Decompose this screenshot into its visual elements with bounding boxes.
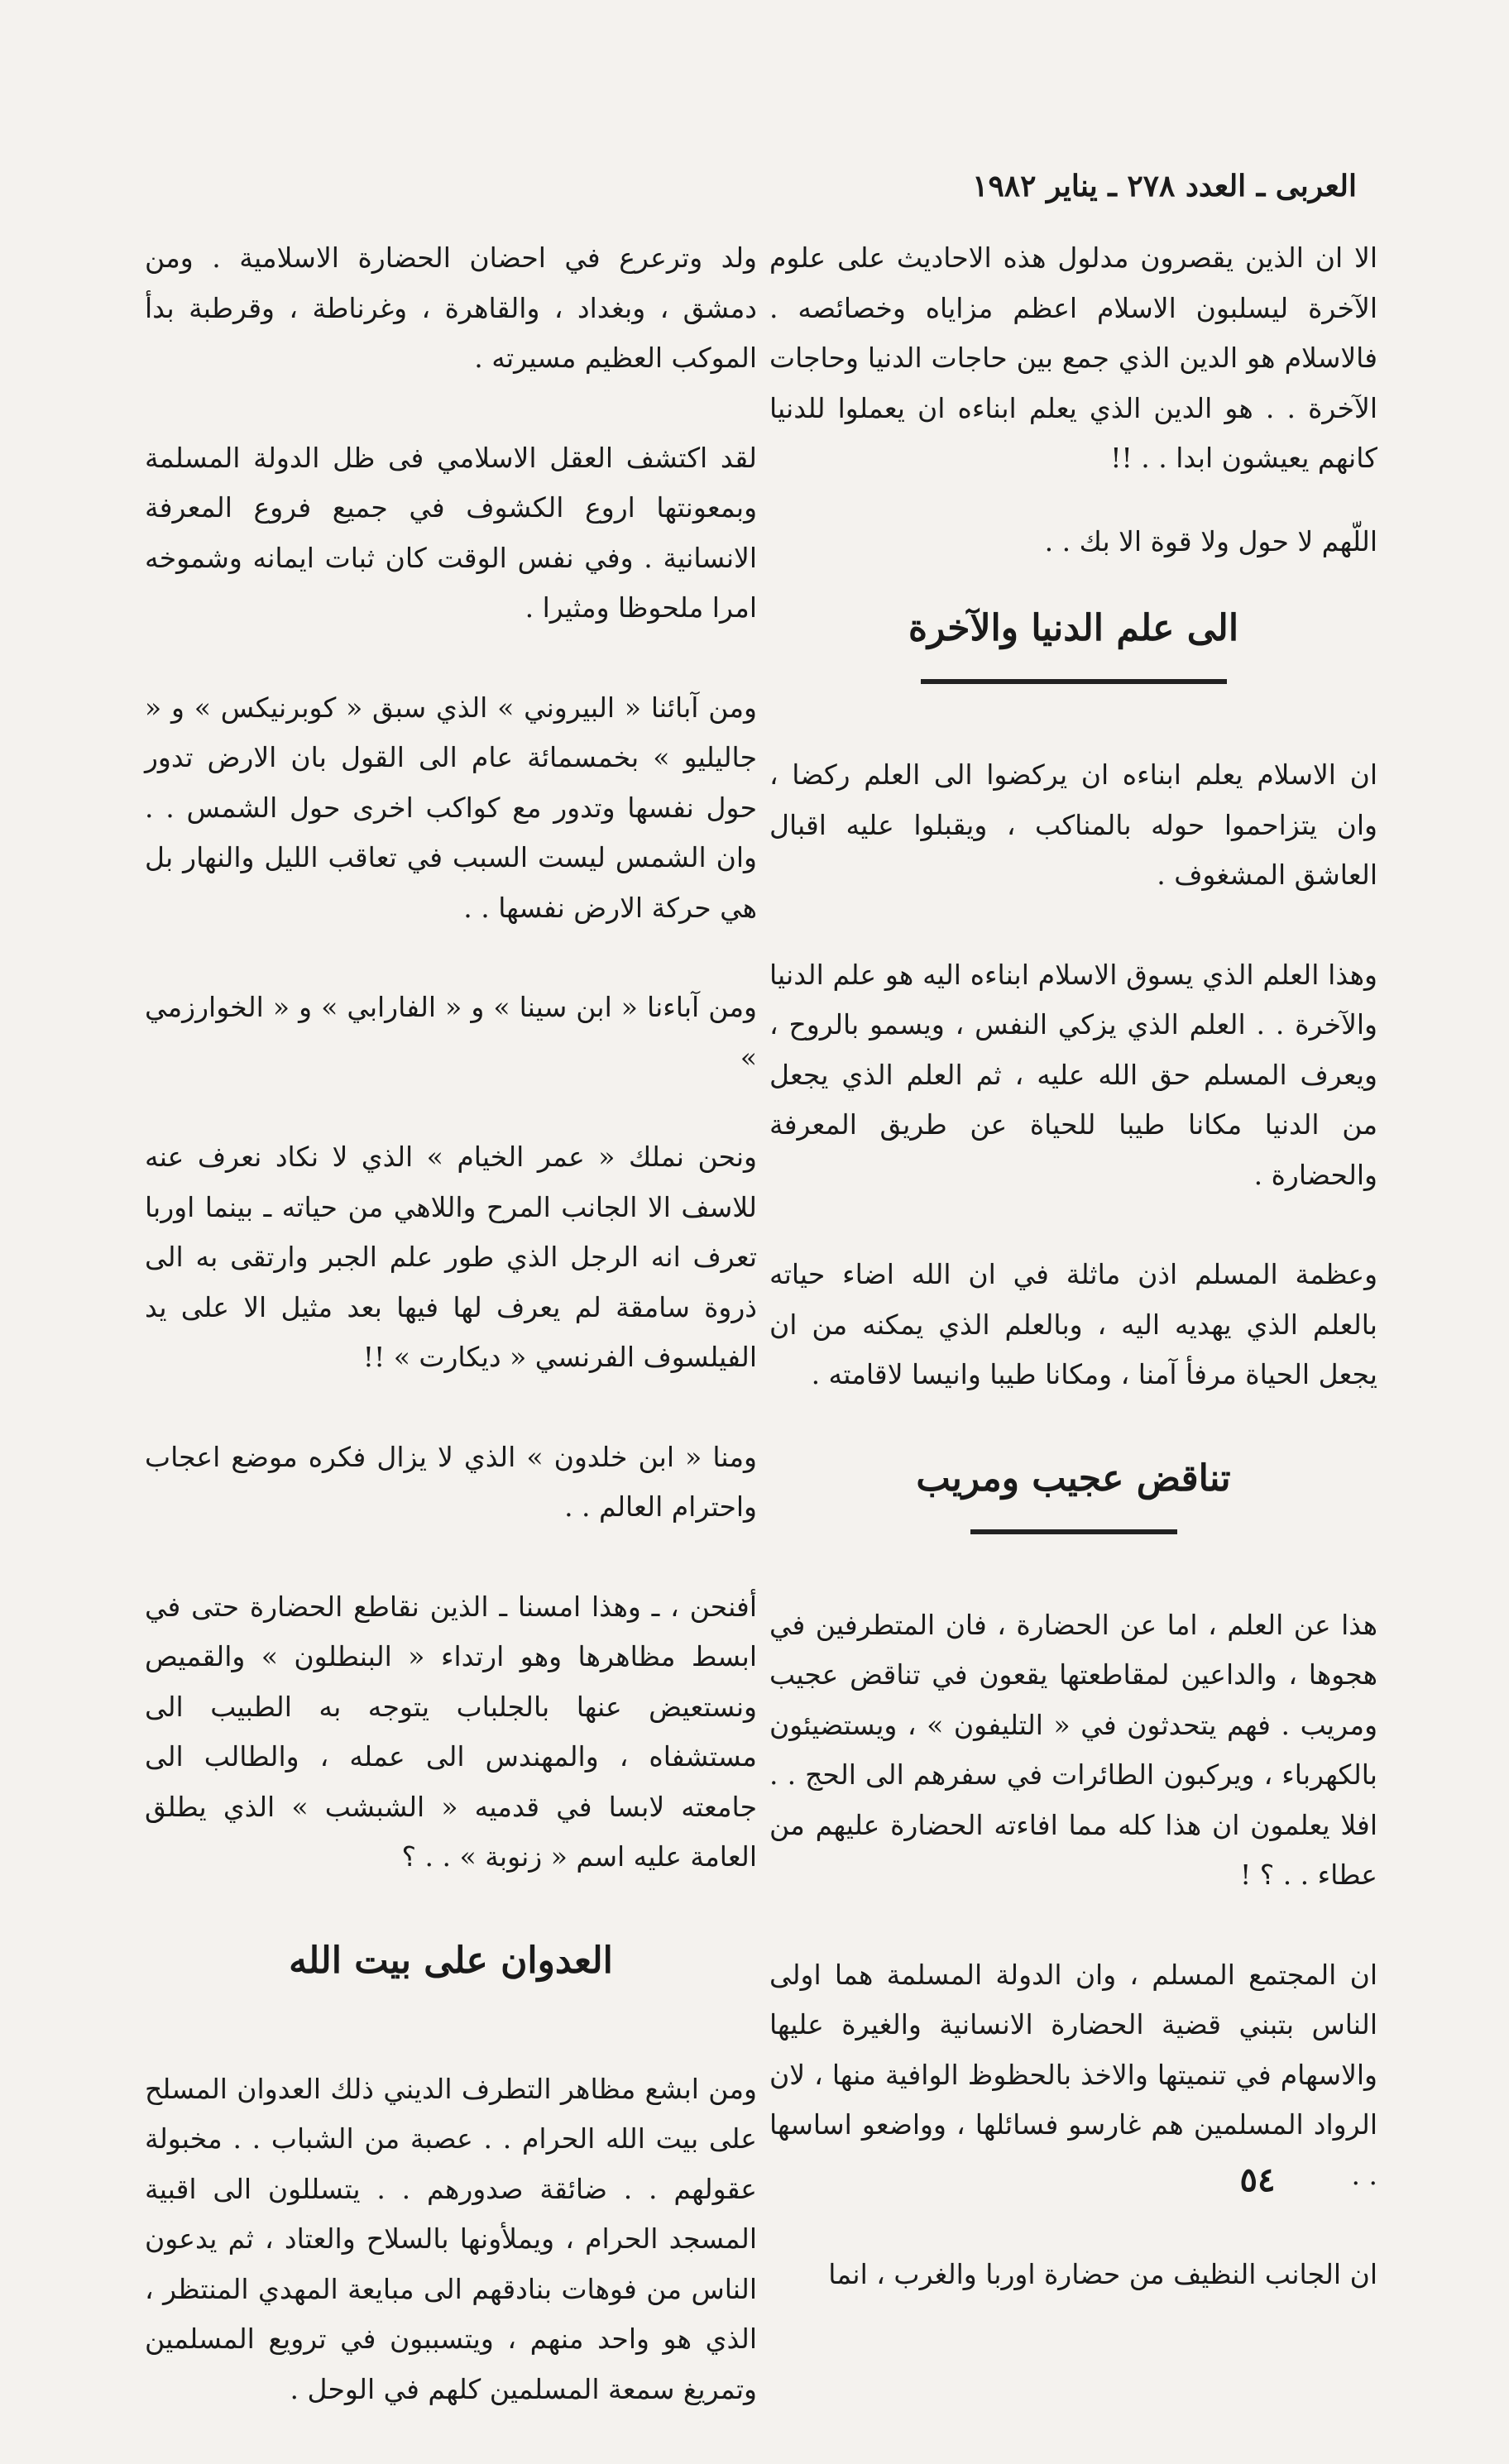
paragraph: ومن ابشع مظاهر التطرف الديني ذلك العدوان المسلح على بيت الله الحرام . . عصبة من الشباب . . مخبولة عقولهم . . ضائقة صدورهم . . يتسللون الى اقبية المسجد الحرام ، ويملأونها بالسلاح والعتاد ، ثم يدعون الناس من فوهات بنادقهم الى مبايعة المهدي المنتظر ، الذي هو واحد منهم ، ويتسببون في ترويع المسلمين وتمريغ سمعة المسلمين كلهم في الوحل .: [145, 2072, 757, 2405]
paragraph: ومنا « ابن خلدون » الذي لا يزال فكره موضع اعجاب واحترام العالم . .: [145, 1440, 757, 1523]
left-column: [145, 233, 757, 2464]
paragraph: ومن آباءنا « ابن سينا » و « الفارابي » و « الخوارزمي »: [145, 991, 757, 1074]
paragraph: اللّهم لا حول ولا قوة الا بك . .: [1044, 524, 1377, 557]
paragraph: ان الجانب النظيف من حضارة اوربا والغرب ، انما: [828, 2258, 1377, 2290]
paragraph: أفنحن ، ـ وهذا امسنا ـ الذين نقاطع الحضارة حتى في ابسط مظاهرها وهو ارتداء « البنطلون » والقميص ونستعيض عنها بالجلباب يتوجه به الطبيب الى مستشفاه ، والمهندس الى عمله ، والطالب الى جامعته لابسا في قدميه « الشبشب » الذي يطلق العامة عليه اسم « زنوبة » . . ؟: [145, 1590, 757, 1873]
heading-underline: [921, 679, 1227, 684]
paragraph: وهذا العلم الذي يسوق الاسلام ابناءه اليه هو علم الدنيا والآخرة . . العلم الذي يزكي النفس ، ويسمو بالروح ، ويعرف المسلم حق الله عليه ، ثم العلم الذي يجعل من الدنيا مكانا طيبا للحياة عن طريق المعرفة والحضارة .: [769, 958, 1377, 1191]
section-heading: الى علم الدنيا والآخرة: [908, 607, 1239, 649]
paragraph: ونحن نملك « عمر الخيام » الذي لا نكاد نعرف عنه للاسف الا الجانب المرح واللاهي من حياته ـ بينما اوربا تعرف انه الرجل الذي طور علم الجبر وارتقى به الى ذروة سامقة لم يعرف لها فيها بعد مثيل الا على يد الفيلسوف الفرنسي « ديكارت » !!: [145, 1141, 757, 1373]
running-header: العربى ـ العدد ٢٧٨ ـ يناير ١٩٨٢: [972, 169, 1357, 203]
paragraph: لقد اكتشف العقل الاسلامي فى ظل الدولة المسلمة وبمعونتها اروع الكشوف في جميع فروع المعرفة الانسانية . وفي نفس الوقت كان ثبات ايمانه وشموخه امرا ملحوظا ومثيرا .: [145, 441, 757, 624]
page-number: ٥٤: [1239, 2160, 1276, 2199]
right-column: [769, 233, 1377, 2350]
paragraph: ان المجتمع المسلم ، وان الدولة المسلمة هما اولى الناس بتبني قضية الحضارة الانسانية والغيرة عليها والاسهام في تنميتها والاخذ بالحظوظ الوافية منها ، لان الرواد المسلمين هم غارسو فسائلها ، وواضعو اساسها . .: [769, 1958, 1377, 2191]
paragraph: ولد وترعرع في احضان الحضارة الاسلامية . ومن دمشق ، وبغداد ، والقاهرة ، وغرناطة ، وقرطبة بدأ الموكب العظيم مسيرته .: [145, 242, 757, 374]
heading-underline: [970, 1529, 1177, 1534]
section-heading: العدوان على بيت الله: [289, 1939, 613, 1982]
section-heading: تناقض عجيب ومريب: [916, 1457, 1231, 1500]
paragraph: ومن آبائنا « البيروني » الذي سبق « كوبرنيكس » و « جاليليو » بخمسمائة عام الى القول بان الارض تدور حول نفسها وتدور مع كواكب اخرى حول الشمس . . وان الشمس ليست السبب في تعاقب الليل والنهار بل هي حركة الارض نفسها . .: [145, 691, 757, 924]
paragraph: هذا عن العلم ، اما عن الحضارة ، فان المتطرفين في هجوها ، والداعين لمقاطعتها يقعون في تناقض عجيب ومريب . فهم يتحدثون في « التليفون » ، ويستضيئون بالكهرباء ، ويركبون الطائرات في سفرهم الى الحج . . افلا يعلمون ان هذا كله مما افاءته الحضارة عليهم من عطاء . . ؟ !: [769, 1608, 1377, 1891]
paragraph: الا ان الذين يقصرون مدلول هذه الاحاديث على علوم الآخرة ليسلبون الاسلام اعظم مزاياه وخصائصه . فالاسلام هو الدين الذي جمع بين حاجات الدنيا وحاجات الآخرة . . هو الدين الذي يعلم ابناءه ان يعملوا للدنيا كانهم يعيشون ابدا . . !!: [769, 242, 1377, 474]
paragraph: ان الاسلام يعلم ابناءه ان يركضوا الى العلم ركضا ، وان يتزاحموا حوله بالمناكب ، ويقبلوا عليه اقبال العاشق المشغوف .: [769, 758, 1377, 891]
paragraph: وعظمة المسلم اذن ماثلة في ان الله اضاء حياته بالعلم الذي يهديه اليه ، وبالعلم الذي يمكنه من ان يجعل الحياة مرفأ آمنا ، ومكانا طيبا وانيسا لاقامته .: [769, 1258, 1377, 1390]
